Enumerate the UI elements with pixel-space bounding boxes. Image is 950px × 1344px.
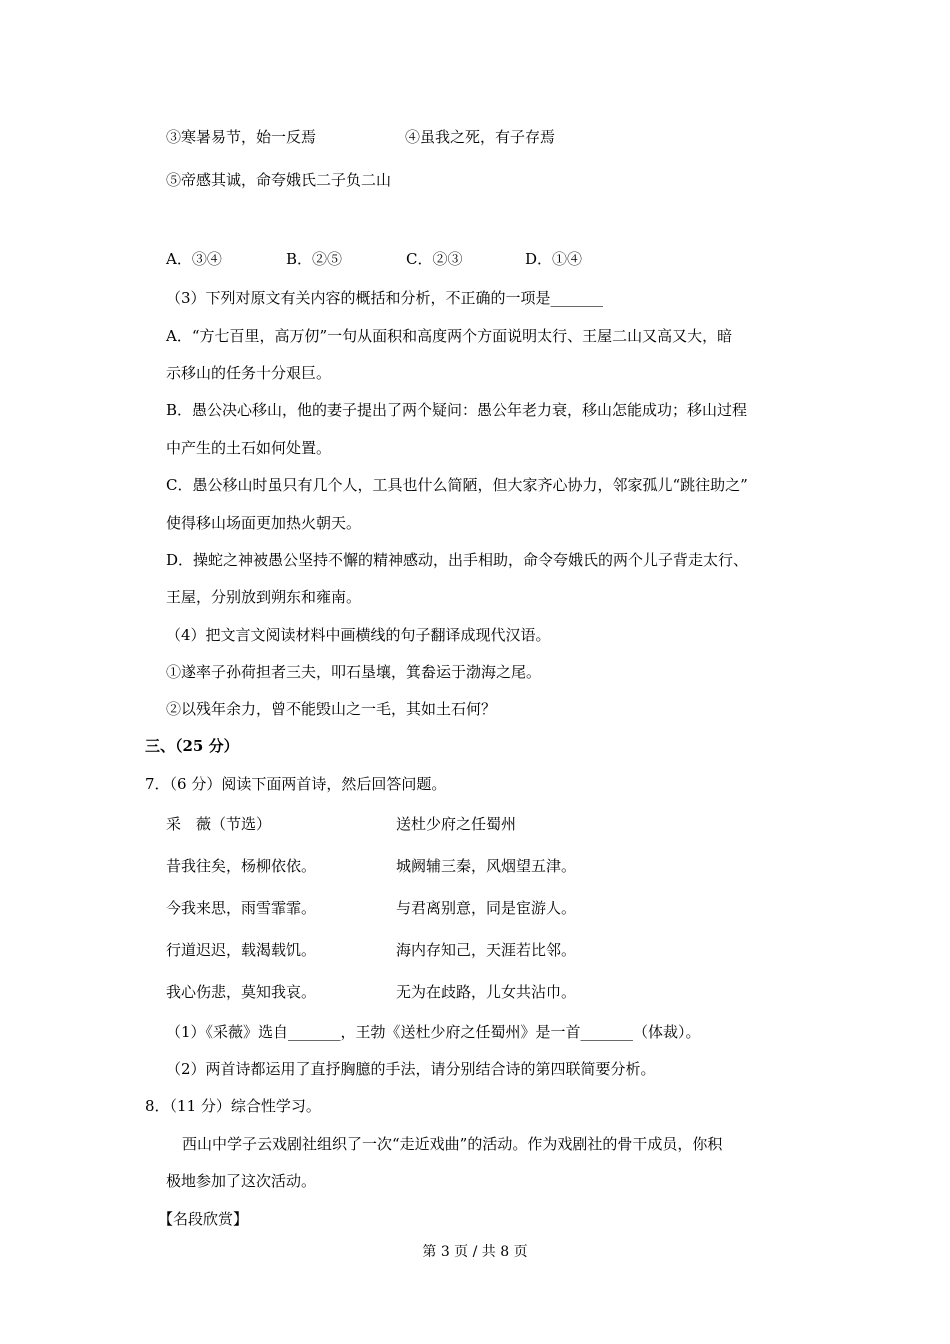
q6-3-b-line2: 中产生的土石如何处置。	[166, 439, 332, 457]
q6-3-c-line1: C．愚公移山时虽只有几个人，工具也什么简陋，但大家齐心协力，邻家孤儿“跳往助之”	[166, 476, 748, 494]
q6-3-d-line2: 王屋，分别放到朔东和雍南。	[166, 588, 362, 606]
q8-stem: 8．（11 分）综合性学习。	[145, 1097, 321, 1115]
section-title: 三、（25 分）	[145, 737, 239, 755]
poem2-line-4: 无为在歧路，儿女共沾巾。	[396, 983, 577, 1001]
poem1-title: 采 薇（节选）	[166, 815, 272, 833]
option-row-2: ⑤帝感其诚，命夸娥氏二子负二山	[166, 171, 392, 189]
q6-4-sentence-2: ②以残年余力，曾不能毁山之一毛，其如土石何？	[166, 700, 497, 718]
page-footer: 第 3 页 / 共 8 页	[422, 1244, 528, 1260]
choice-a: A．③④	[166, 250, 222, 268]
poem1-line-3: 行道迟迟，载渴载饥。	[166, 941, 317, 959]
poem1-line-4: 我心伤悲，莫知我哀。	[166, 983, 317, 1001]
option-row-1b: ④虽我之死，有子存焉	[405, 128, 556, 146]
choice-d: D．①④	[525, 250, 583, 268]
q6-3-c-line2: 使得移山场面更加热火朝天。	[166, 514, 362, 532]
q7-stem: 7．（6 分）阅读下面两首诗，然后回答问题。	[145, 775, 447, 793]
q6-3-d-line1: D．操蛇之神被愚公坚持不懈的精神感动，出手相助，命令夸娥氏的两个儿子背走太行、	[166, 551, 749, 569]
option-row-1a: ③寒暑易节，始一反焉	[166, 128, 317, 146]
poem2-line-3: 海内存知己，天涯若比邻。	[396, 941, 577, 959]
poem2-title: 送杜少府之任蜀州	[396, 815, 517, 833]
q6-3-stem: （3）下列对原文有关内容的概括和分析，不正确的一项是_______	[166, 289, 604, 307]
poem2-line-1: 城阙辅三秦，风烟望五津。	[396, 857, 577, 875]
q8-heading: 【名段欣赏】	[158, 1210, 249, 1228]
choice-c: C．②③	[406, 250, 463, 268]
q8-paragraph-line1: 西山中学子云戏剧社组织了一次“走近戏曲”的活动。作为戏剧社的骨干成员，你积	[182, 1135, 723, 1153]
q6-4-sentence-1: ①遂率子孙荷担者三夫，叩石垦壤，箕畚运于渤海之尾。	[166, 663, 542, 681]
poem2-line-2: 与君离别意，同是宦游人。	[396, 899, 577, 917]
q7-sub-2: （2）两首诗都运用了直抒胸臆的手法，请分别结合诗的第四联简要分析。	[166, 1060, 656, 1078]
poem1-line-2: 今我来思，雨雪霏霏。	[166, 899, 317, 917]
q6-3-b-line1: B．愚公决心移山，他的妻子提出了两个疑问：愚公年老力衰，移山怎能成功；移山过程	[166, 401, 748, 419]
q6-4-stem: （4）把文言文阅读材料中画横线的句子翻译成现代汉语。	[166, 626, 551, 644]
q6-3-a-line1: A．“方七百里，高万仞”一句从面积和高度两个方面说明太行、王屋二山又高又大，暗	[166, 327, 733, 345]
q6-3-a-line2: 示移山的任务十分艰巨。	[166, 364, 332, 382]
q7-sub-1: （1）《采薇》选自_______，王勃《送杜少府之任蜀州》是一首_______（体裁）。	[166, 1023, 701, 1041]
q8-paragraph-line2: 极地参加了这次活动。	[166, 1172, 317, 1190]
choice-b: B．②⑤	[286, 250, 343, 268]
poem1-line-1: 昔我往矣，杨柳依依。	[166, 857, 317, 875]
